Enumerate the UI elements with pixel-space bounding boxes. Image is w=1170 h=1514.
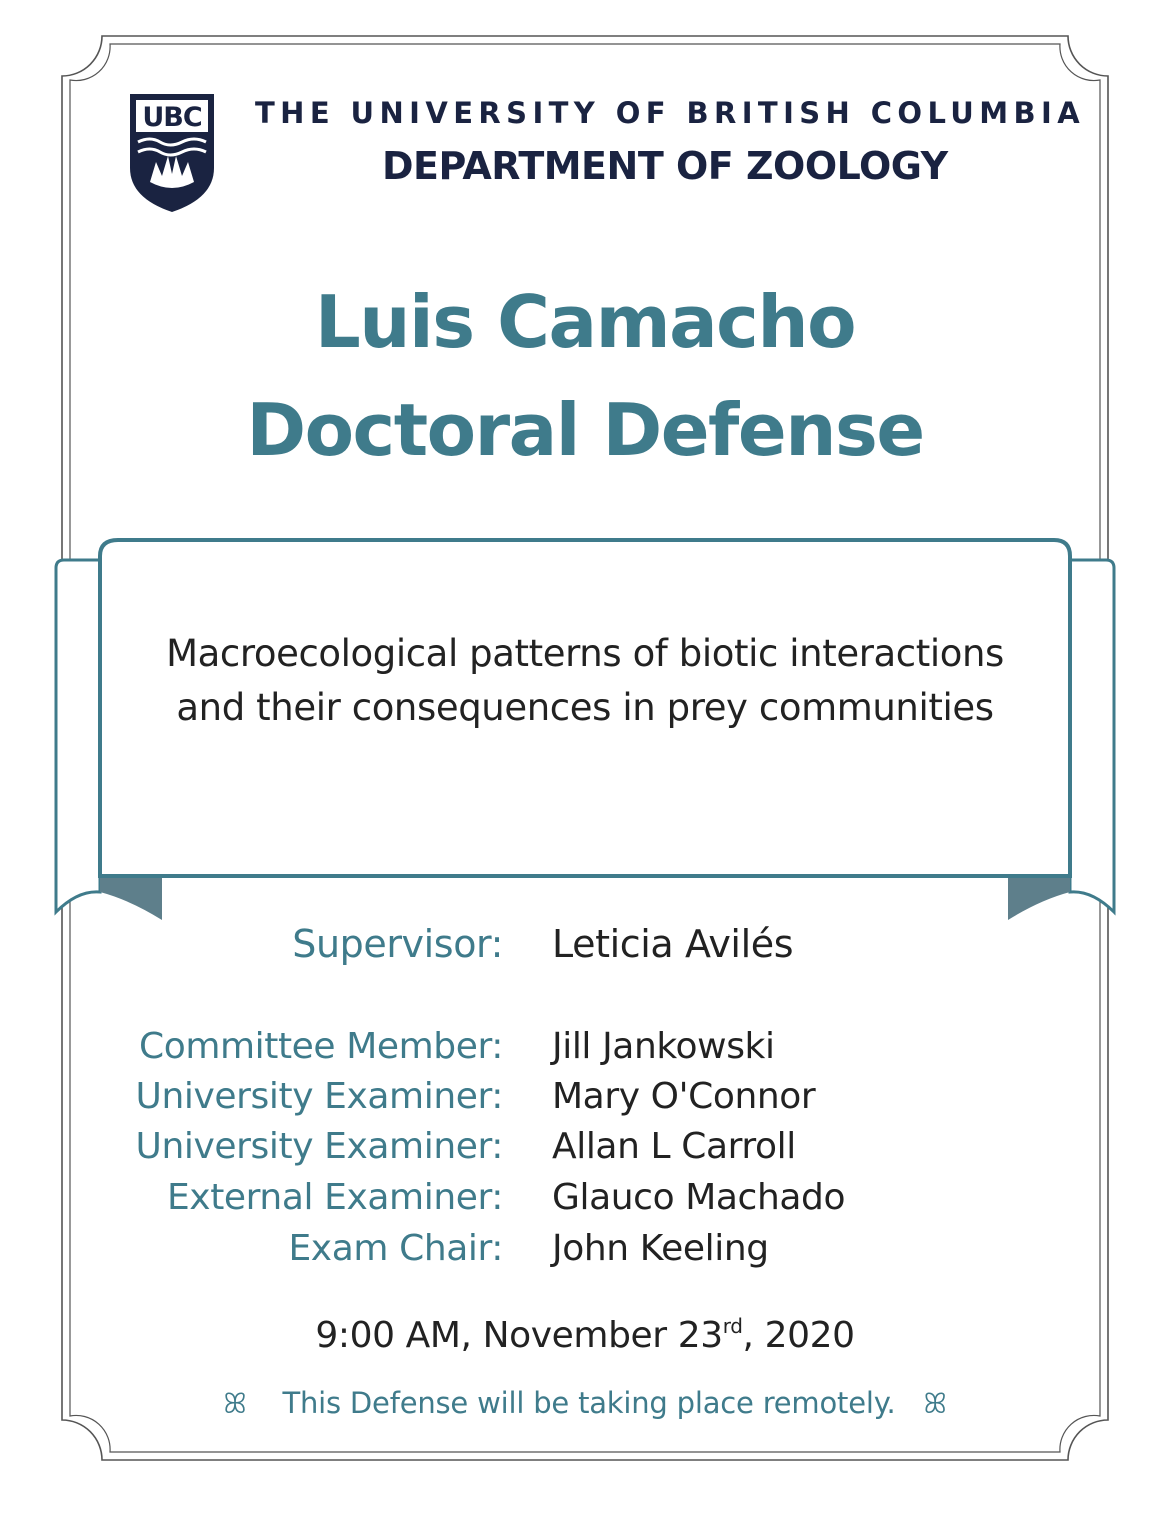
- candidate-name: Luis Camacho: [314, 280, 856, 364]
- committee-member-name: Mary O'Connor: [552, 1076, 816, 1117]
- ribbon-fold-left: [100, 876, 162, 920]
- ribbon-tail-right: [1070, 560, 1114, 912]
- thesis-title-line-2: and their consequences in prey communities: [176, 686, 994, 729]
- event-datetime: [0, 1314, 1170, 1356]
- remote-note: [0, 1386, 1170, 1421]
- scroll-ornament-right-icon: ꕤ: [923, 1387, 947, 1420]
- committee-role-label: University Examiner:: [135, 1076, 503, 1117]
- supervisor-name: Leticia Avilés: [552, 922, 794, 966]
- event-title: Doctoral Defense: [246, 388, 924, 472]
- thesis-title-line-1: Macroecological patterns of biotic interactions: [166, 632, 1004, 675]
- remote-note-text: This Defense will be taking place remotely.: [282, 1386, 896, 1420]
- committee-member-name: Glauco Machado: [552, 1177, 846, 1218]
- committee-role-label: University Examiner:: [135, 1126, 503, 1167]
- ribbon-tail-left: [56, 560, 100, 912]
- supervisor-role-label: Supervisor:: [292, 922, 503, 966]
- committee-role-label: Committee Member:: [138, 1026, 503, 1067]
- datetime-main: 9:00 AM, November 23: [315, 1315, 723, 1356]
- department-name: DEPARTMENT OF ZOOLOGY: [382, 144, 948, 188]
- committee-member-name: Allan L Carroll: [552, 1126, 796, 1167]
- logo-text: UBC: [142, 102, 202, 133]
- datetime-ordinal-suffix: rd: [722, 1314, 743, 1338]
- university-name: THE UNIVERSITY OF BRITISH COLUMBIA: [255, 96, 1086, 130]
- datetime-year: , 2020: [742, 1315, 855, 1356]
- ubc-logo-icon: [126, 90, 218, 214]
- scroll-ornament-left-icon: ꕤ: [223, 1387, 247, 1420]
- committee-role-label: Exam Chair:: [288, 1228, 503, 1269]
- committee-member-name: Jill Jankowski: [552, 1026, 775, 1067]
- committee-member-name: John Keeling: [552, 1228, 769, 1269]
- committee-role-label: External Examiner:: [166, 1177, 503, 1218]
- ribbon-fold-right: [1008, 876, 1070, 920]
